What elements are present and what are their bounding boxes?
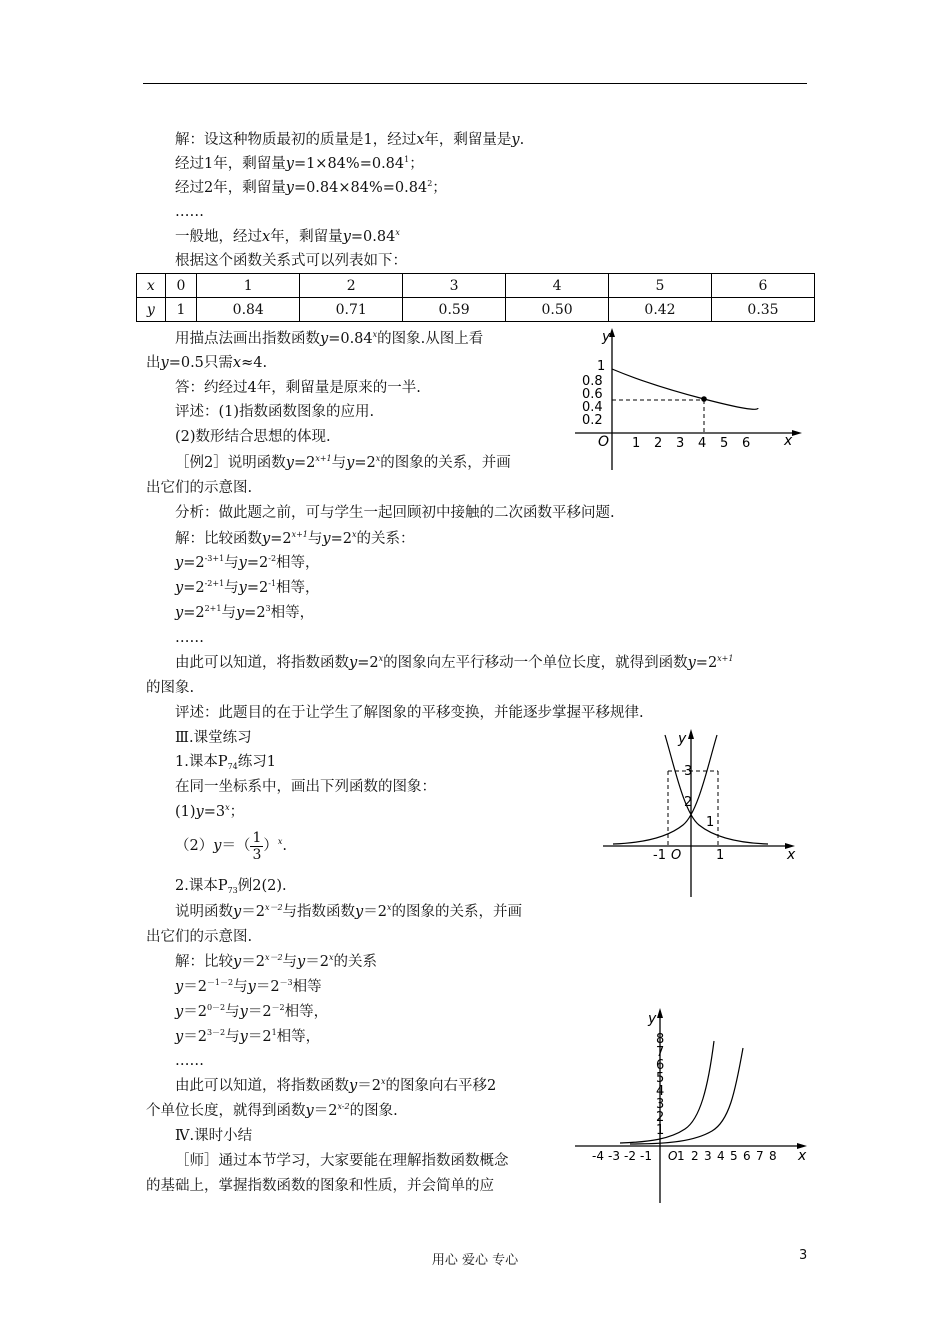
- curve-3x: [613, 735, 717, 844]
- x-tick-label: 4: [698, 436, 707, 451]
- text-line: 说明函数$y=2^{x-2}$与指数函数$y=2^x$的图象的关系，并画: [175, 903, 522, 920]
- y-axis-arrow: [688, 729, 694, 739]
- text-line: 评述：此题目的在于让学生了解图象的平移变换，并能逐步掌握平移规律.: [175, 705, 644, 721]
- text-line: $(1)y=3^x$；: [175, 803, 245, 820]
- origin-label: O: [671, 848, 682, 863]
- x-tick-label: 7: [756, 1149, 764, 1163]
- y-tick-label: 4: [656, 1084, 665, 1099]
- x-tick-label: 3: [676, 436, 685, 451]
- table-cell: x: [137, 274, 166, 298]
- table-cell: 1: [165, 298, 197, 322]
- x-tick-label: 2: [654, 436, 663, 451]
- ellipsis-line: ……: [175, 204, 204, 220]
- text-line: $y=2^{3-2}$与$y=2^1$相等，: [175, 1028, 321, 1045]
- text-line: $y=2^{-2+1}$与$y=2^{-1}$相等，: [175, 579, 320, 596]
- text-line: 一般地，经过x年，剩留量$y=0.84^x$: [175, 228, 400, 245]
- table-cell: 0: [165, 274, 197, 298]
- text-line: $y=2^{-1-2}$与$y=2^{-3}$相等: [175, 978, 322, 995]
- text-line: 用描点法画出指数函数$y=0.84^x$的图象.从图上看: [175, 330, 484, 347]
- y-tick-label: 2: [684, 795, 693, 810]
- table-row: [137, 298, 815, 322]
- table-cell: 0.84: [197, 298, 300, 322]
- x-tick-label: -2: [624, 1149, 636, 1163]
- text-line: 出它们的示意图.: [146, 929, 253, 945]
- x-axis-arrow: [792, 430, 802, 436]
- text-line: 解：比较函数$y=2^{x+1}$与$y=2^x$的关系：: [175, 530, 415, 547]
- y-tick-label: 1: [706, 815, 715, 830]
- curve-2x: [620, 1041, 714, 1143]
- text-line: (2)数形结合思想的体现.: [175, 429, 331, 445]
- x-axis-label: x: [784, 433, 793, 449]
- text-line: 的基础上，掌握指数函数的图象和性质，并会简单的应: [146, 1178, 494, 1194]
- text-line: 经过2年，剩留量$y=0.84\times 84\%=0.84^2$；: [175, 179, 447, 196]
- table-cell: 2: [300, 274, 403, 298]
- table-cell: y: [137, 298, 166, 322]
- y-axis-label: y: [602, 329, 611, 345]
- x-tick-label: -1: [640, 1149, 652, 1163]
- x-tick-label: -3: [608, 1149, 620, 1163]
- y-tick-label: 5: [656, 1071, 665, 1086]
- text-line: （2）y＝（ $\frac{1}{3}$ ）$^x$.: [175, 829, 287, 863]
- table-cell: 5: [609, 274, 712, 298]
- x-tick-label: 3: [704, 1149, 712, 1163]
- x-tick-label: 5: [720, 436, 729, 451]
- table-cell: 6: [711, 274, 814, 298]
- text-line: 出y=0.5只需x≈4.: [146, 355, 268, 371]
- fraction: $\frac{1}{3}$: [252, 829, 262, 863]
- origin-label: O: [598, 434, 610, 450]
- x-tick-label: 4: [717, 1149, 725, 1163]
- table-row: [137, 274, 815, 298]
- text-line: 解：设这种物质最初的质量是1，经过x年，剩留量是y.: [175, 132, 525, 148]
- y-tick-label: 1: [597, 359, 606, 374]
- x-tick-label: 1: [677, 1149, 685, 1163]
- graph-3x-and-third-x: [598, 725, 808, 900]
- text-line: 在同一坐标系中，画出下列函数的图象：: [175, 779, 436, 795]
- page-footer: 用心 爱心 专心: [431, 1253, 519, 1268]
- text-line: 出它们的示意图.: [146, 480, 253, 496]
- x-tick-label: 1: [632, 436, 641, 451]
- y-tick-label: 0.2: [582, 413, 603, 428]
- table-cell: 1: [197, 274, 300, 298]
- text-line: $y=2^{2+1}$与$y=2^3$相等，: [175, 604, 315, 621]
- y-axis-arrow: [657, 1008, 663, 1018]
- x-tick-label: 6: [743, 1149, 751, 1163]
- text-line: 个单位长度，就得到函数$y=2^{x-2}$的图象.: [146, 1102, 398, 1119]
- table-cell: 0.42: [609, 298, 712, 322]
- text-line: 2.课本$P_{73}$例2(2).: [175, 878, 287, 895]
- text-line: 解：比较$y=2^{x-2}$与$y=2^x$的关系: [175, 953, 377, 970]
- y-tick-label: 6: [656, 1058, 665, 1073]
- section-heading: Ⅳ.课时小结: [175, 1128, 253, 1144]
- ellipsis-line: ……: [175, 630, 204, 646]
- text-line: 分析：做此题之前，可与学生一起回顾初中接触的二次函数平移问题.: [175, 505, 615, 521]
- table-cell: 0.59: [403, 298, 506, 322]
- curve-0-84x: [612, 369, 758, 409]
- y-axis-label: y: [678, 731, 687, 747]
- text-line: $y=2^{-3+1}$与$y=2^{-2}$相等，: [175, 554, 320, 571]
- text-line: 评述：(1)指数函数图象的应用.: [175, 404, 375, 420]
- text-line: $y=2^{0-2}$与$y=2^{-2}$相等，: [175, 1003, 329, 1020]
- x-axis-label: x: [787, 847, 796, 863]
- text-line: 的图象.: [146, 680, 195, 696]
- table-cell: 4: [506, 274, 609, 298]
- x-axis-label: x: [798, 1148, 807, 1164]
- value-table: [136, 273, 815, 322]
- y-tick-label: 8: [656, 1032, 665, 1047]
- x-tick-label: 6: [742, 436, 751, 451]
- header-rule: [143, 83, 807, 84]
- text-line: 由此可以知道，将指数函数$y=2^x$的图象向右平移2: [175, 1077, 497, 1094]
- text-line: 1.课本$P_{74}$练习1: [175, 754, 277, 771]
- graph-decay-0-84: [570, 325, 815, 475]
- x-tick-label: 2: [691, 1149, 699, 1163]
- ellipsis-line: ……: [175, 1053, 204, 1069]
- text-line: 答：约经过4年，剩留量是原来的一半.: [175, 380, 421, 396]
- x-tick-label: -1: [653, 848, 666, 863]
- x-tick-label: 8: [769, 1149, 777, 1163]
- x-tick-label: 5: [730, 1149, 738, 1163]
- y-tick-label: 7: [656, 1045, 665, 1060]
- table-cell: 0.71: [300, 298, 403, 322]
- graph-2x-and-2x-minus-2: [570, 1003, 815, 1208]
- y-tick-label: 0.4: [582, 400, 603, 415]
- curve-2x-minus-2: [630, 1048, 743, 1144]
- point-4-half: [701, 396, 707, 402]
- page-number: 3: [799, 1248, 808, 1263]
- y-tick-label: 0.6: [582, 387, 603, 402]
- y-tick-label: 1: [656, 1123, 665, 1138]
- table-cell: 0.50: [506, 298, 609, 322]
- table-cell: 0.35: [711, 298, 814, 322]
- y-axis-label: y: [648, 1011, 657, 1027]
- y-tick-label: 3: [684, 764, 693, 779]
- text-line: 经过1年，剩留量$y=1\times 84\%=0.84^1$；: [175, 155, 424, 172]
- x-tick-label: 1: [716, 848, 725, 863]
- text-line: 由此可以知道，将指数函数$y=2^x$的图象向左平行移动一个单位长度，就得到函数$y=2^{x+1}$: [175, 654, 734, 671]
- section-heading: Ⅲ.课堂练习: [175, 730, 252, 746]
- text-line: 根据这个函数关系式可以列表如下：: [175, 253, 407, 269]
- text-line: ［例2］说明函数$y=2^{x+1}$与$y=2^x$的图象的关系，并画: [175, 454, 511, 471]
- y-tick-label: 2: [656, 1110, 665, 1125]
- y-tick-label: 0.8: [582, 374, 603, 389]
- y-tick-label: 3: [656, 1097, 665, 1112]
- origin-label: O: [668, 1149, 678, 1163]
- x-tick-label: -4: [592, 1149, 604, 1163]
- table-cell: 3: [403, 274, 506, 298]
- text-line: ［师］通过本节学习，大家要能在理解指数函数概念: [175, 1153, 509, 1169]
